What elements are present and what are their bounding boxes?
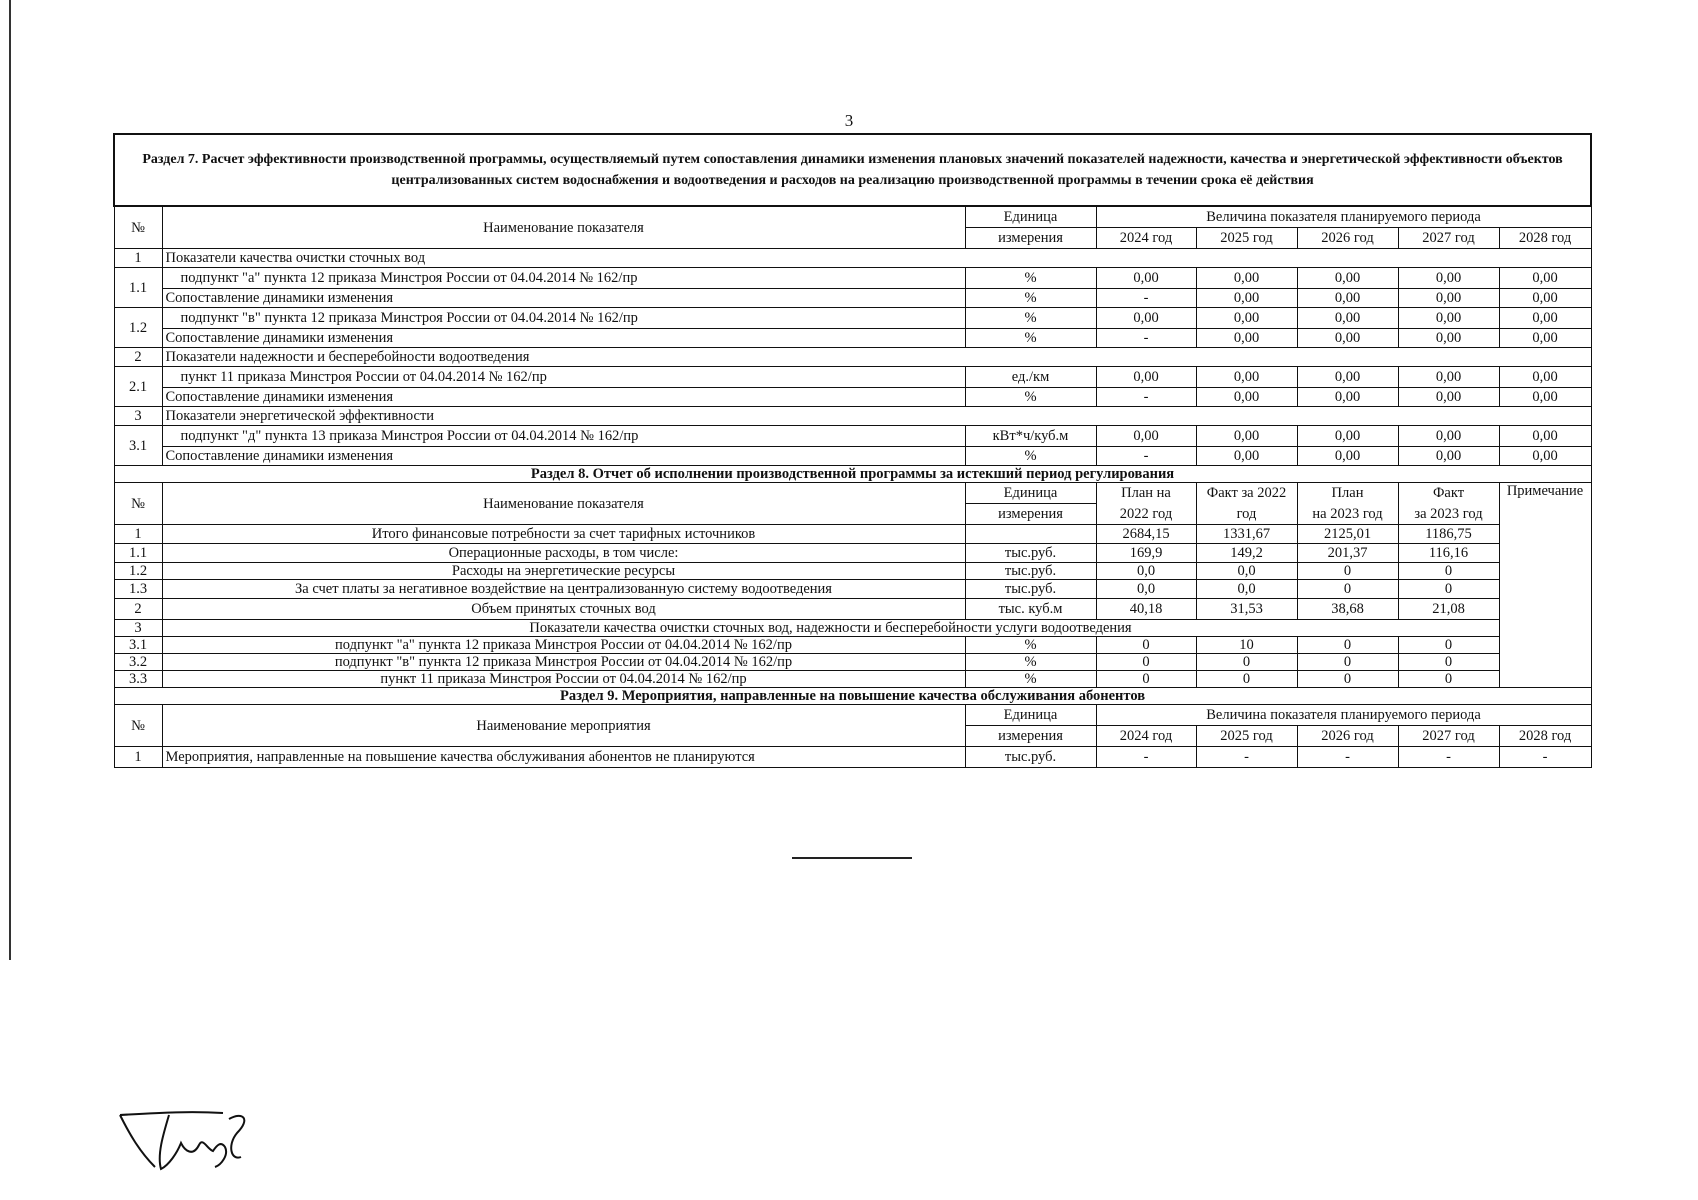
section7-header-num: № (114, 206, 162, 249)
row-value: 0,00 (1499, 289, 1591, 308)
section8-header-fact2023-line2: за 2023 год (1398, 504, 1499, 525)
section7-title: Раздел 7. Расчет эффективности производственной программы, осуществляемый путем сопоставления динамики изменения плановых значений показателей надежности, качества и энергетической эффективности объектов централизованных систем водоснабжения и водоотведения и расходов на реализацию производственной программы в течении срока её действия (114, 134, 1591, 206)
row-value: 0,00 (1196, 388, 1297, 407)
row-name: Сопоставление динамики изменения (162, 329, 965, 348)
row-value: 0,00 (1297, 268, 1398, 289)
row-value: 0,00 (1398, 426, 1499, 447)
row-value: 116,16 (1398, 544, 1499, 563)
row-value: 0 (1096, 654, 1196, 671)
table-row (114, 747, 1591, 768)
row-value: 0,00 (1398, 388, 1499, 407)
section8-header-plan2023-line1: План (1297, 483, 1398, 504)
row-value: 0 (1196, 654, 1297, 671)
table-row (114, 447, 1591, 466)
row-unit: тыс.руб. (965, 580, 1096, 599)
row-unit: % (965, 671, 1096, 688)
table-row (114, 637, 1591, 654)
table-row (114, 654, 1591, 671)
table-row (114, 249, 1591, 268)
row-num: 1 (114, 525, 162, 544)
row-value: 0,0 (1096, 580, 1196, 599)
row-num: 2 (114, 599, 162, 620)
row-name: Сопоставление динамики изменения (162, 388, 965, 407)
row-num: 1.2 (114, 563, 162, 580)
table-row (114, 308, 1591, 329)
row-value: 0,00 (1297, 308, 1398, 329)
row-unit: % (965, 654, 1096, 671)
table-row (114, 289, 1591, 308)
table-row (114, 599, 1591, 620)
row-name: Мероприятия, направленные на повышение качества обслуживания абонентов не планируются (162, 747, 965, 768)
row-name: подпункт "а" пункта 12 приказа Минстроя России от 04.04.2014 № 162/пр (162, 268, 965, 289)
row-value: 0 (1096, 637, 1196, 654)
row-value: 0,00 (1196, 447, 1297, 466)
row-value: 0,00 (1499, 426, 1591, 447)
table-row (114, 563, 1591, 580)
row-value: 2684,15 (1096, 525, 1196, 544)
row-value: 0,00 (1196, 426, 1297, 447)
row-value: 0,00 (1196, 268, 1297, 289)
row-unit: ед./км (965, 367, 1096, 388)
row-value: 2125,01 (1297, 525, 1398, 544)
table-row (114, 620, 1591, 637)
row-value: 38,68 (1297, 599, 1398, 620)
section7-header-year: 2024 год (1096, 228, 1196, 249)
row-value: 0 (1297, 654, 1398, 671)
row-value: 0 (1096, 671, 1196, 688)
footer-rule (792, 857, 912, 859)
page-number: 3 (844, 111, 854, 130)
row-num: 2.1 (114, 367, 162, 407)
row-unit: % (965, 637, 1096, 654)
section8-header-plan2023-line2: на 2023 год (1297, 504, 1398, 525)
document-table-sheet (113, 133, 1590, 768)
row-name: Сопоставление динамики изменения (162, 289, 965, 308)
row-value: - (1096, 388, 1196, 407)
row-value: 0 (1398, 671, 1499, 688)
row-group-name: Показатели качества очистки сточных вод, надежности и бесперебойности услуги водоотведения (162, 620, 1499, 637)
section9-title: Раздел 9. Мероприятия, направленные на повышение качества обслуживания абонентов (114, 688, 1591, 705)
section9-header-year: 2028 год (1499, 726, 1591, 747)
row-value: 0,0 (1196, 580, 1297, 599)
row-value: 0 (1297, 563, 1398, 580)
row-value: 1331,67 (1196, 525, 1297, 544)
table-row (114, 426, 1591, 447)
row-value: 0,00 (1398, 447, 1499, 466)
row-unit: % (965, 289, 1096, 308)
row-value: 0,0 (1096, 563, 1196, 580)
row-value: 0,00 (1096, 367, 1196, 388)
row-value: 31,53 (1196, 599, 1297, 620)
section7-header-unit-line1: Единица (965, 206, 1096, 228)
section7-header-year: 2028 год (1499, 228, 1591, 249)
row-value: 0,00 (1499, 388, 1591, 407)
row-value: 21,08 (1398, 599, 1499, 620)
section7-header-year: 2026 год (1297, 228, 1398, 249)
section7-header-year: 2027 год (1398, 228, 1499, 249)
row-num: 2 (114, 348, 162, 367)
section9-header-year: 2026 год (1297, 726, 1398, 747)
row-num: 3.1 (114, 637, 162, 654)
row-value: 0,0 (1196, 563, 1297, 580)
row-unit: % (965, 329, 1096, 348)
section9-header-num: № (114, 705, 162, 747)
row-value: 0 (1398, 563, 1499, 580)
section8-title: Раздел 8. Отчет об исполнении производственной программы за истекший период регулирования (114, 466, 1591, 483)
row-value: - (1196, 747, 1297, 768)
row-name: подпункт "в" пункта 12 приказа Минстроя России от 04.04.2014 № 162/пр (162, 308, 965, 329)
handwritten-signature (117, 1105, 257, 1175)
row-value: 0,00 (1297, 289, 1398, 308)
section9-header-year: 2025 год (1196, 726, 1297, 747)
row-name: Расходы на энергетические ресурсы (162, 563, 965, 580)
section8-header-num: № (114, 483, 162, 525)
row-num: 3 (114, 407, 162, 426)
row-name: подпункт "а" пункта 12 приказа Минстроя России от 04.04.2014 № 162/пр (162, 637, 965, 654)
row-value: 0,00 (1499, 329, 1591, 348)
row-value: 0 (1398, 654, 1499, 671)
table-row (114, 525, 1591, 544)
row-name: Объем принятых сточных вод (162, 599, 965, 620)
row-unit: % (965, 308, 1096, 329)
row-value: 0,00 (1297, 367, 1398, 388)
row-group-name: Показатели качества очистки сточных вод (162, 249, 1591, 268)
section9-header-unit-line2: измерения (965, 726, 1096, 747)
row-value: 0,00 (1096, 426, 1196, 447)
row-value: 0,00 (1196, 367, 1297, 388)
row-value: 0,00 (1499, 268, 1591, 289)
section8-header-plan2022-line1: План на (1096, 483, 1196, 504)
row-value: 0,00 (1297, 329, 1398, 348)
row-num: 3.2 (114, 654, 162, 671)
row-unit: % (965, 447, 1096, 466)
section7-header-period: Величина показателя планируемого периода (1096, 206, 1591, 228)
row-unit: тыс.руб. (965, 747, 1096, 768)
row-group-name: Показатели энергетической эффективности (162, 407, 1591, 426)
row-value: 201,37 (1297, 544, 1398, 563)
row-num: 3.1 (114, 426, 162, 466)
row-unit: тыс. куб.м (965, 599, 1096, 620)
table-row (114, 348, 1591, 367)
section8-header-fact2022-line2: год (1196, 504, 1297, 525)
row-value: 0,00 (1398, 289, 1499, 308)
section8-header-fact2022-line1: Факт за 2022 (1196, 483, 1297, 504)
section8-header-name: Наименование показателя (162, 483, 965, 525)
row-value: 0,00 (1398, 329, 1499, 348)
row-value: 0 (1196, 671, 1297, 688)
row-name: подпункт "в" пункта 12 приказа Минстроя России от 04.04.2014 № 162/пр (162, 654, 965, 671)
table-row (114, 268, 1591, 289)
section8-header-fact2023-line1: Факт (1398, 483, 1499, 504)
table-row (114, 671, 1591, 688)
left-margin-line (9, 0, 11, 960)
report-table (113, 133, 1592, 768)
section9-header-year: 2024 год (1096, 726, 1196, 747)
row-value: - (1096, 747, 1196, 768)
row-unit: кВт*ч/куб.м (965, 426, 1096, 447)
row-name: Сопоставление динамики изменения (162, 447, 965, 466)
row-value: 0 (1398, 580, 1499, 599)
row-unit (965, 525, 1096, 544)
row-unit: тыс.руб. (965, 544, 1096, 563)
table-row (114, 388, 1591, 407)
section9-header-unit-line1: Единица (965, 705, 1096, 726)
row-value: 169,9 (1096, 544, 1196, 563)
row-value: - (1398, 747, 1499, 768)
row-value: 0,00 (1096, 308, 1196, 329)
row-value: 0,00 (1196, 289, 1297, 308)
section7-header-year: 2025 год (1196, 228, 1297, 249)
row-num: 1.3 (114, 580, 162, 599)
row-num: 1 (114, 747, 162, 768)
table-row (114, 544, 1591, 563)
section8-header-plan2022-line2: 2022 год (1096, 504, 1196, 525)
row-unit: тыс.руб. (965, 563, 1096, 580)
row-value: 0,00 (1297, 426, 1398, 447)
row-value: 0 (1297, 580, 1398, 599)
row-value: - (1499, 747, 1591, 768)
row-value: 10 (1196, 637, 1297, 654)
row-name: За счет платы за негативное воздействие на централизованную систему водоотведения (162, 580, 965, 599)
row-value: 0,00 (1096, 268, 1196, 289)
row-value: 0,00 (1297, 447, 1398, 466)
row-name: пункт 11 приказа Минстроя России от 04.04.2014 № 162/пр (162, 671, 965, 688)
row-name: Операционные расходы, в том числе: (162, 544, 965, 563)
row-value: - (1096, 289, 1196, 308)
section9-header-name: Наименование мероприятия (162, 705, 965, 747)
row-value: 0,00 (1196, 329, 1297, 348)
table-row (114, 580, 1591, 599)
row-num: 3 (114, 620, 162, 637)
row-value: 0 (1297, 671, 1398, 688)
row-name: подпункт "д" пункта 13 приказа Минстроя России от 04.04.2014 № 162/пр (162, 426, 965, 447)
table-row (114, 407, 1591, 426)
row-value: 40,18 (1096, 599, 1196, 620)
table-row (114, 329, 1591, 348)
row-value: - (1297, 747, 1398, 768)
row-unit: % (965, 268, 1096, 289)
row-value: 0,00 (1398, 367, 1499, 388)
row-value: - (1096, 447, 1196, 466)
row-value: 0,00 (1499, 447, 1591, 466)
row-num: 1.1 (114, 544, 162, 563)
row-name: пункт 11 приказа Минстроя России от 04.04.2014 № 162/пр (162, 367, 965, 388)
row-value: 0,00 (1398, 308, 1499, 329)
section9-header-period: Величина показателя планируемого периода (1096, 705, 1591, 726)
row-value: 0,00 (1297, 388, 1398, 407)
row-name: Итого финансовые потребности за счет тарифных источников (162, 525, 965, 544)
section7-header-unit-line2: измерения (965, 228, 1096, 249)
row-num: 1.2 (114, 308, 162, 348)
section8-header-unit-line2: измерения (965, 504, 1096, 525)
row-value: 0 (1297, 637, 1398, 654)
row-group-name: Показатели надежности и бесперебойности водоотведения (162, 348, 1591, 367)
section9-header-year: 2027 год (1398, 726, 1499, 747)
row-value: 0,00 (1196, 308, 1297, 329)
row-value: 149,2 (1196, 544, 1297, 563)
row-value: 0,00 (1499, 308, 1591, 329)
row-value: 0,00 (1398, 268, 1499, 289)
row-num: 3.3 (114, 671, 162, 688)
row-value: 0,00 (1499, 367, 1591, 388)
section8-header-unit-line1: Единица (965, 483, 1096, 504)
row-value: 0 (1398, 637, 1499, 654)
row-num: 1 (114, 249, 162, 268)
table-row (114, 367, 1591, 388)
section7-header-name: Наименование показателя (162, 206, 965, 249)
row-value: 1186,75 (1398, 525, 1499, 544)
row-num: 1.1 (114, 268, 162, 308)
row-value: - (1096, 329, 1196, 348)
section8-header-note: Примечание (1499, 483, 1591, 688)
row-unit: % (965, 388, 1096, 407)
